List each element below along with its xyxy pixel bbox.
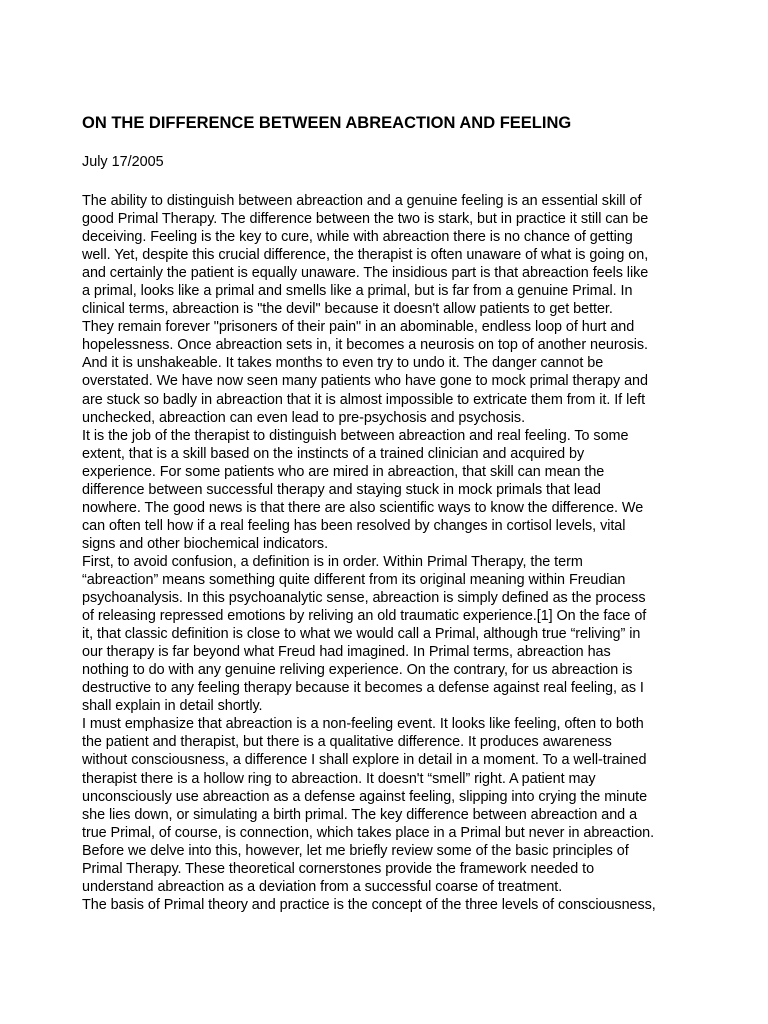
body-text-line: unchecked, abreaction can even lead to pre-psychosis and psychosis. xyxy=(82,409,526,426)
body-text-line: difference between successful therapy and staying stuck in mock primals that lead xyxy=(82,481,601,498)
body-text-line: overstated. We have now seen many patients who have gone to mock primal therapy and xyxy=(82,373,648,390)
body-text-line: nowhere. The good news is that there are also scientific ways to know the difference. We xyxy=(82,499,644,516)
body-text-line: are stuck so badly in abreaction that it is almost impossible to extricate them from it. If left xyxy=(82,391,646,408)
body-text-line: therapist there is a hollow ring to abreaction. It doesn't “smell” right. A patient may xyxy=(82,770,596,787)
body-text-line: unconsciously use abreaction as a defense against feeling, slipping into crying the minute xyxy=(82,788,648,805)
body-text-line: destructive to any feeling therapy because it becomes a defense against real feeling, as I xyxy=(82,680,644,697)
body-text-line: can often tell how if a real feeling has been resolved by changes in cortisol levels, vital xyxy=(82,517,626,534)
body-text-line: our therapy is far beyond what Freud had imagined. In Primal terms, abreaction has xyxy=(82,644,611,661)
body-text-line: nothing to do with any genuine reliving experience. On the contrary, for us abreaction is xyxy=(82,662,633,679)
body-text-line: without consciousness, a difference I shall explore in detail in a moment. To a well-trained xyxy=(82,752,647,769)
body-text-line: true Primal, of course, is connection, which takes place in a Primal but never in abreaction. xyxy=(82,824,655,841)
body-text-line: psychoanalysis. In this psychoanalytic sense, abreaction is simply defined as the process xyxy=(82,590,646,607)
body-text-line: it, that classic definition is close to what we would call a Primal, although true “reliving” in xyxy=(82,626,641,643)
body-text-line: And it is unshakeable. It takes months to even try to undo it. The danger cannot be xyxy=(82,355,604,372)
body-text-line: hopelessness. Once abreaction sets in, it becomes a neurosis on top of another neurosis. xyxy=(82,337,648,354)
body-text-line: the patient and therapist, but there is a qualitative difference. It produces awareness xyxy=(82,734,612,751)
body-text-line: Primal Therapy. These theoretical cornerstones provide the framework needed to xyxy=(82,860,595,877)
body-text-line: shall explain in detail shortly. xyxy=(82,698,263,715)
body-text-line: They remain forever "prisoners of their pain" in an abominable, endless loop of hurt and xyxy=(82,319,635,336)
body-text-line: I must emphasize that abreaction is a non-feeling event. It looks like feeling, often to both xyxy=(82,716,644,733)
body-text-line: well. Yet, despite this crucial difference, the therapist is often unaware of what is going on, xyxy=(82,247,649,264)
document-title: ON THE DIFFERENCE BETWEEN ABREACTION AND FEELING xyxy=(82,114,572,132)
body-text-line: The ability to distinguish between abreaction and a genuine feeling is an essential skill of xyxy=(82,193,642,209)
document-date: July 17/2005 xyxy=(82,154,164,170)
body-text-line: experience. For some patients who are mired in abreaction, that skill can mean the xyxy=(82,463,605,480)
body-text-line: she lies down, or simulating a birth primal. The key difference between abreaction and a xyxy=(82,806,638,823)
body-text-line: deceiving. Feeling is the key to cure, while with abreaction there is no chance of getting xyxy=(82,229,633,246)
body-text-line: It is the job of the therapist to distinguish between abreaction and real feeling. To some xyxy=(82,427,629,444)
body-text-line: extent, that is a skill based on the instincts of a trained clinician and acquired by xyxy=(82,445,585,462)
body-text-line: and certainly the patient is equally unaware. The insidious part is that abreaction feels like xyxy=(82,265,649,282)
document-body xyxy=(82,192,692,914)
body-text-line: clinical terms, abreaction is "the devil" because it doesn't allow patients to get better. xyxy=(82,301,613,318)
body-text-line: good Primal Therapy. The difference between the two is stark, but in practice it still can be xyxy=(82,211,649,228)
body-text-line: Before we delve into this, however, let me briefly review some of the basic principles of xyxy=(82,842,629,859)
body-text-line: a primal, looks like a primal and smells like a primal, but is far from a genuine Primal. In xyxy=(82,283,633,300)
body-text-line: signs and other biochemical indicators. xyxy=(82,535,329,552)
body-text-line: The basis of Primal theory and practice is the concept of the three levels of consciousness, xyxy=(82,896,656,913)
body-text-line: understand abreaction as a deviation from a successful coarse of treatment. xyxy=(82,878,563,895)
body-text-line: of releasing repressed emotions by reliving an old traumatic experience.[1] On the face of xyxy=(82,608,647,625)
body-text-line: First, to avoid confusion, a definition is in order. Within Primal Therapy, the term xyxy=(82,553,583,570)
body-text-line: “abreaction” means something quite different from its original meaning within Freudian xyxy=(82,571,626,588)
